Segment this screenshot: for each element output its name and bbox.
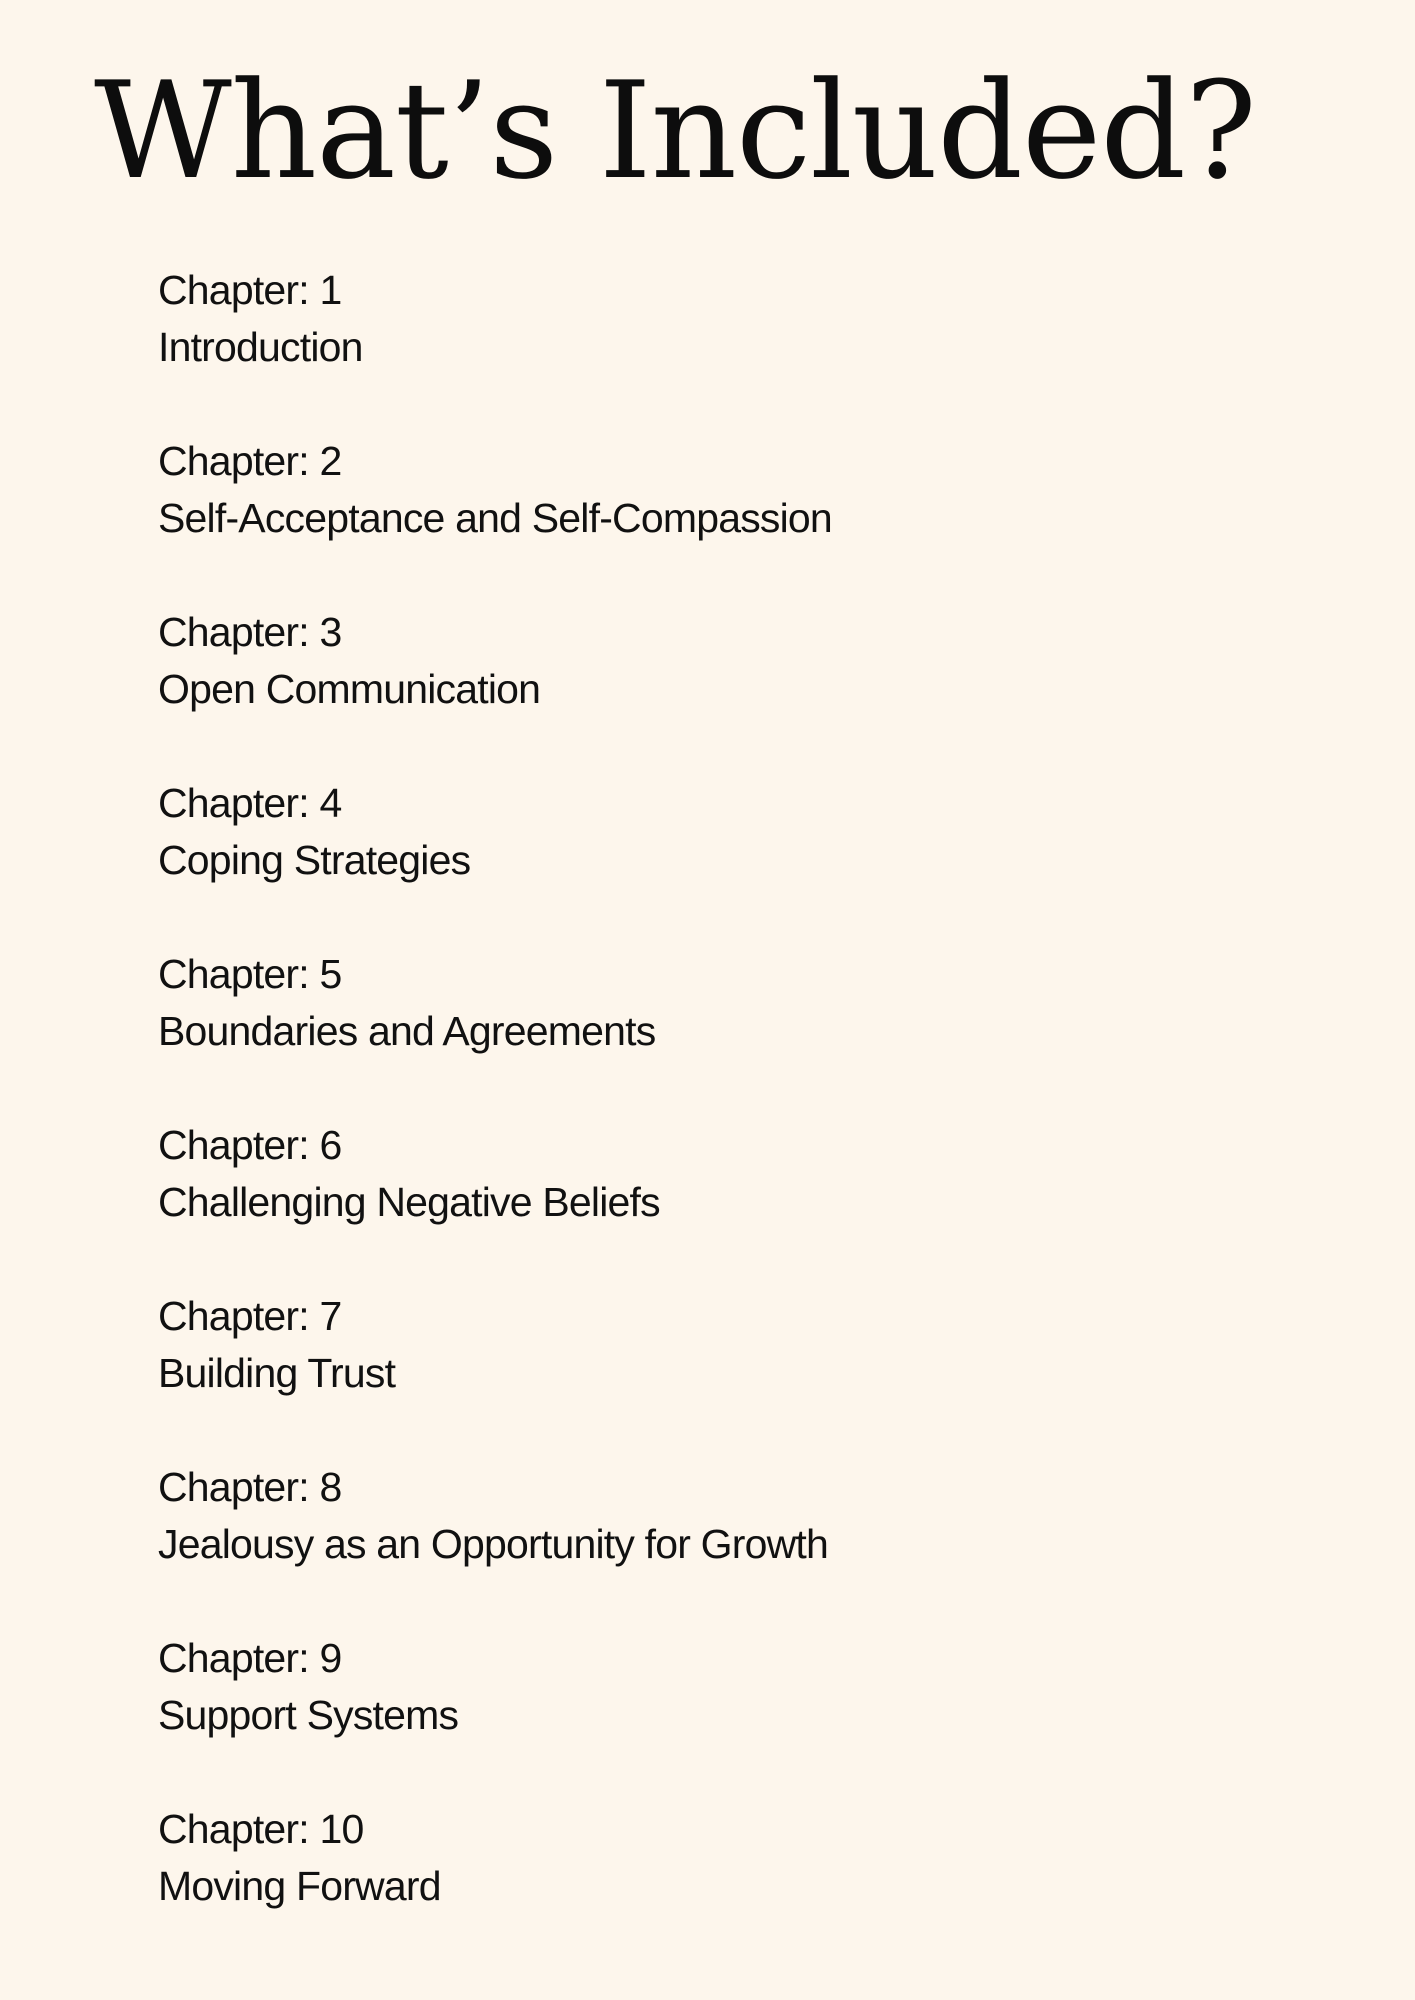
- chapter-number: Chapter: 4: [158, 780, 342, 826]
- chapter-list: [158, 262, 1258, 1972]
- chapter-number: Chapter: 10: [158, 1806, 364, 1852]
- chapter-item-5: [158, 946, 1258, 1117]
- chapter-item-9: [158, 1630, 1258, 1801]
- chapter-item-10: [158, 1801, 1258, 1972]
- chapter-title: Building Trust: [158, 1350, 396, 1396]
- chapter-number: Chapter: 9: [158, 1635, 342, 1681]
- chapter-number: Chapter: 3: [158, 609, 342, 655]
- chapter-title: Boundaries and Agreements: [158, 1008, 656, 1054]
- chapter-number: Chapter: 2: [158, 438, 342, 484]
- chapter-title: Moving Forward: [158, 1863, 441, 1909]
- chapter-item-4: [158, 775, 1258, 946]
- chapter-title: Jealousy as an Opportunity for Growth: [158, 1521, 829, 1567]
- chapter-item-3: [158, 604, 1258, 775]
- chapter-item-2: [158, 433, 1258, 604]
- chapter-item-6: [158, 1117, 1258, 1288]
- chapter-title: Open Communication: [158, 666, 541, 712]
- chapter-item-7: [158, 1288, 1258, 1459]
- chapter-number: Chapter: 1: [158, 267, 342, 313]
- chapter-number: Chapter: 8: [158, 1464, 342, 1510]
- chapter-title: Challenging Negative Beliefs: [158, 1179, 660, 1225]
- chapter-title: Introduction: [158, 324, 363, 370]
- chapter-number: Chapter: 7: [158, 1293, 342, 1339]
- chapter-number: Chapter: 5: [158, 951, 342, 997]
- chapter-item-1: [158, 262, 1258, 433]
- chapter-title: Coping Strategies: [158, 837, 471, 883]
- chapter-item-8: [158, 1459, 1258, 1630]
- chapter-number: Chapter: 6: [158, 1122, 342, 1168]
- chapter-title: Self-Acceptance and Self-Compassion: [158, 495, 832, 541]
- chapter-title: Support Systems: [158, 1692, 459, 1738]
- page-title: What’s Included?: [94, 53, 1256, 209]
